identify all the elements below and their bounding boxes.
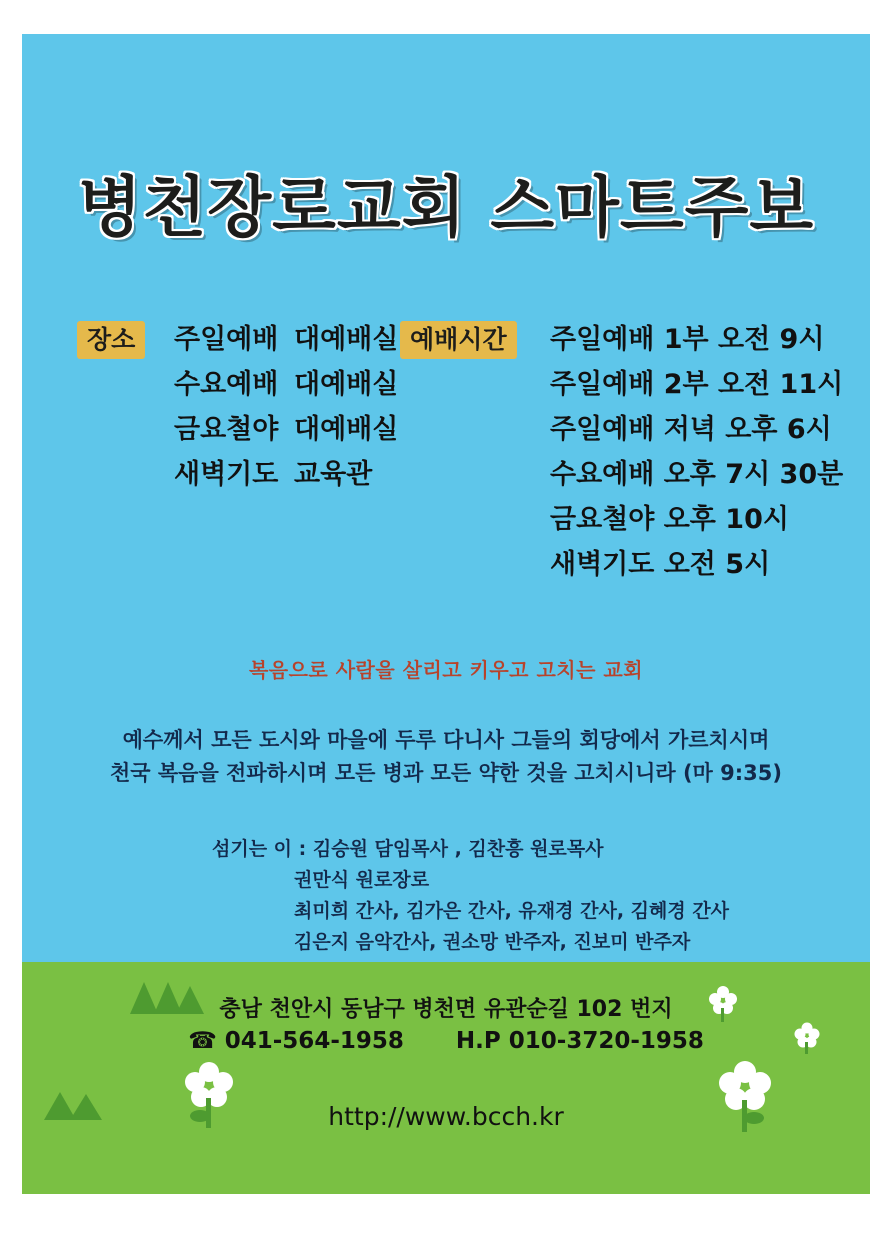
list-item: 새벽기도 오전 5시	[550, 549, 771, 580]
list-item: 주일예배 2부 오전 11시	[550, 369, 844, 400]
staff-line-ministers: 최미희 간사, 김가은 간사, 유재경 간사, 김혜경 간사	[294, 900, 730, 922]
list-item	[174, 407, 398, 452]
staff-line-elder: 권만식 원로장로	[294, 869, 430, 891]
page-title: 병천장로교회 스마트주보	[77, 169, 815, 246]
place-service: 금요철야	[174, 414, 279, 445]
staff-line-pastors: 섬기는 이 : 김승원 담임목사 , 김찬흥 원로목사	[212, 838, 604, 860]
place-room: 교육관	[294, 459, 373, 490]
verse-line-1: 예수께서 모든 도시와 마을에 두루 다니사 그들의 회당에서 가르치시며	[122, 728, 770, 752]
website-url[interactable]: http://www.bcch.kr	[328, 1102, 564, 1131]
list-item	[174, 317, 398, 362]
bible-verse	[22, 724, 870, 790]
phone-number: 041-564-1958	[224, 1028, 404, 1054]
staff-line-music: 김은지 음악간사, 권소망 반주자, 진보미 반주자	[294, 931, 691, 953]
service-info-section	[22, 299, 870, 599]
list-item: 수요예배 오후 7시 30분	[550, 459, 844, 490]
place-room: 대예배실	[294, 414, 399, 445]
list-item: 주일예배 저녁 오후 6시	[550, 414, 832, 445]
church-slogan: 복음으로 사람을 살리고 키우고 고치는 교회	[248, 658, 644, 682]
poster-footer	[22, 962, 870, 1194]
phone-icon: ☎	[188, 1028, 217, 1054]
mobile-number: 010-3720-1958	[508, 1028, 704, 1054]
list-item: 주일예배 1부 오전 9시	[550, 324, 825, 355]
place-room: 대예배실	[294, 324, 399, 355]
place-service: 주일예배	[174, 324, 279, 355]
list-item: 금요철야 오후 10시	[550, 504, 789, 535]
verse-line-2: 천국 복음을 전파하시며 모든 병과 모든 약한 것을 고치시니라 (마 9:35)	[110, 761, 782, 785]
contact-line	[22, 1028, 870, 1054]
place-service: 새벽기도	[174, 459, 279, 490]
staff-list	[212, 834, 729, 958]
place-service: 수요예배	[174, 369, 279, 400]
church-address: 충남 천안시 동남구 병천면 유관순길 102 번지	[219, 997, 673, 1022]
mobile-label: H.P	[455, 1028, 501, 1054]
list-item	[174, 362, 398, 407]
smart-bulletin-poster	[22, 34, 870, 1194]
place-room: 대예배실	[294, 369, 399, 400]
place-label-badge: 장소	[77, 321, 145, 359]
time-label-badge: 예배시간	[400, 321, 517, 359]
list-item	[174, 452, 398, 497]
place-list	[174, 317, 398, 497]
service-time-list	[550, 317, 843, 587]
poster-title-container	[22, 154, 870, 249]
